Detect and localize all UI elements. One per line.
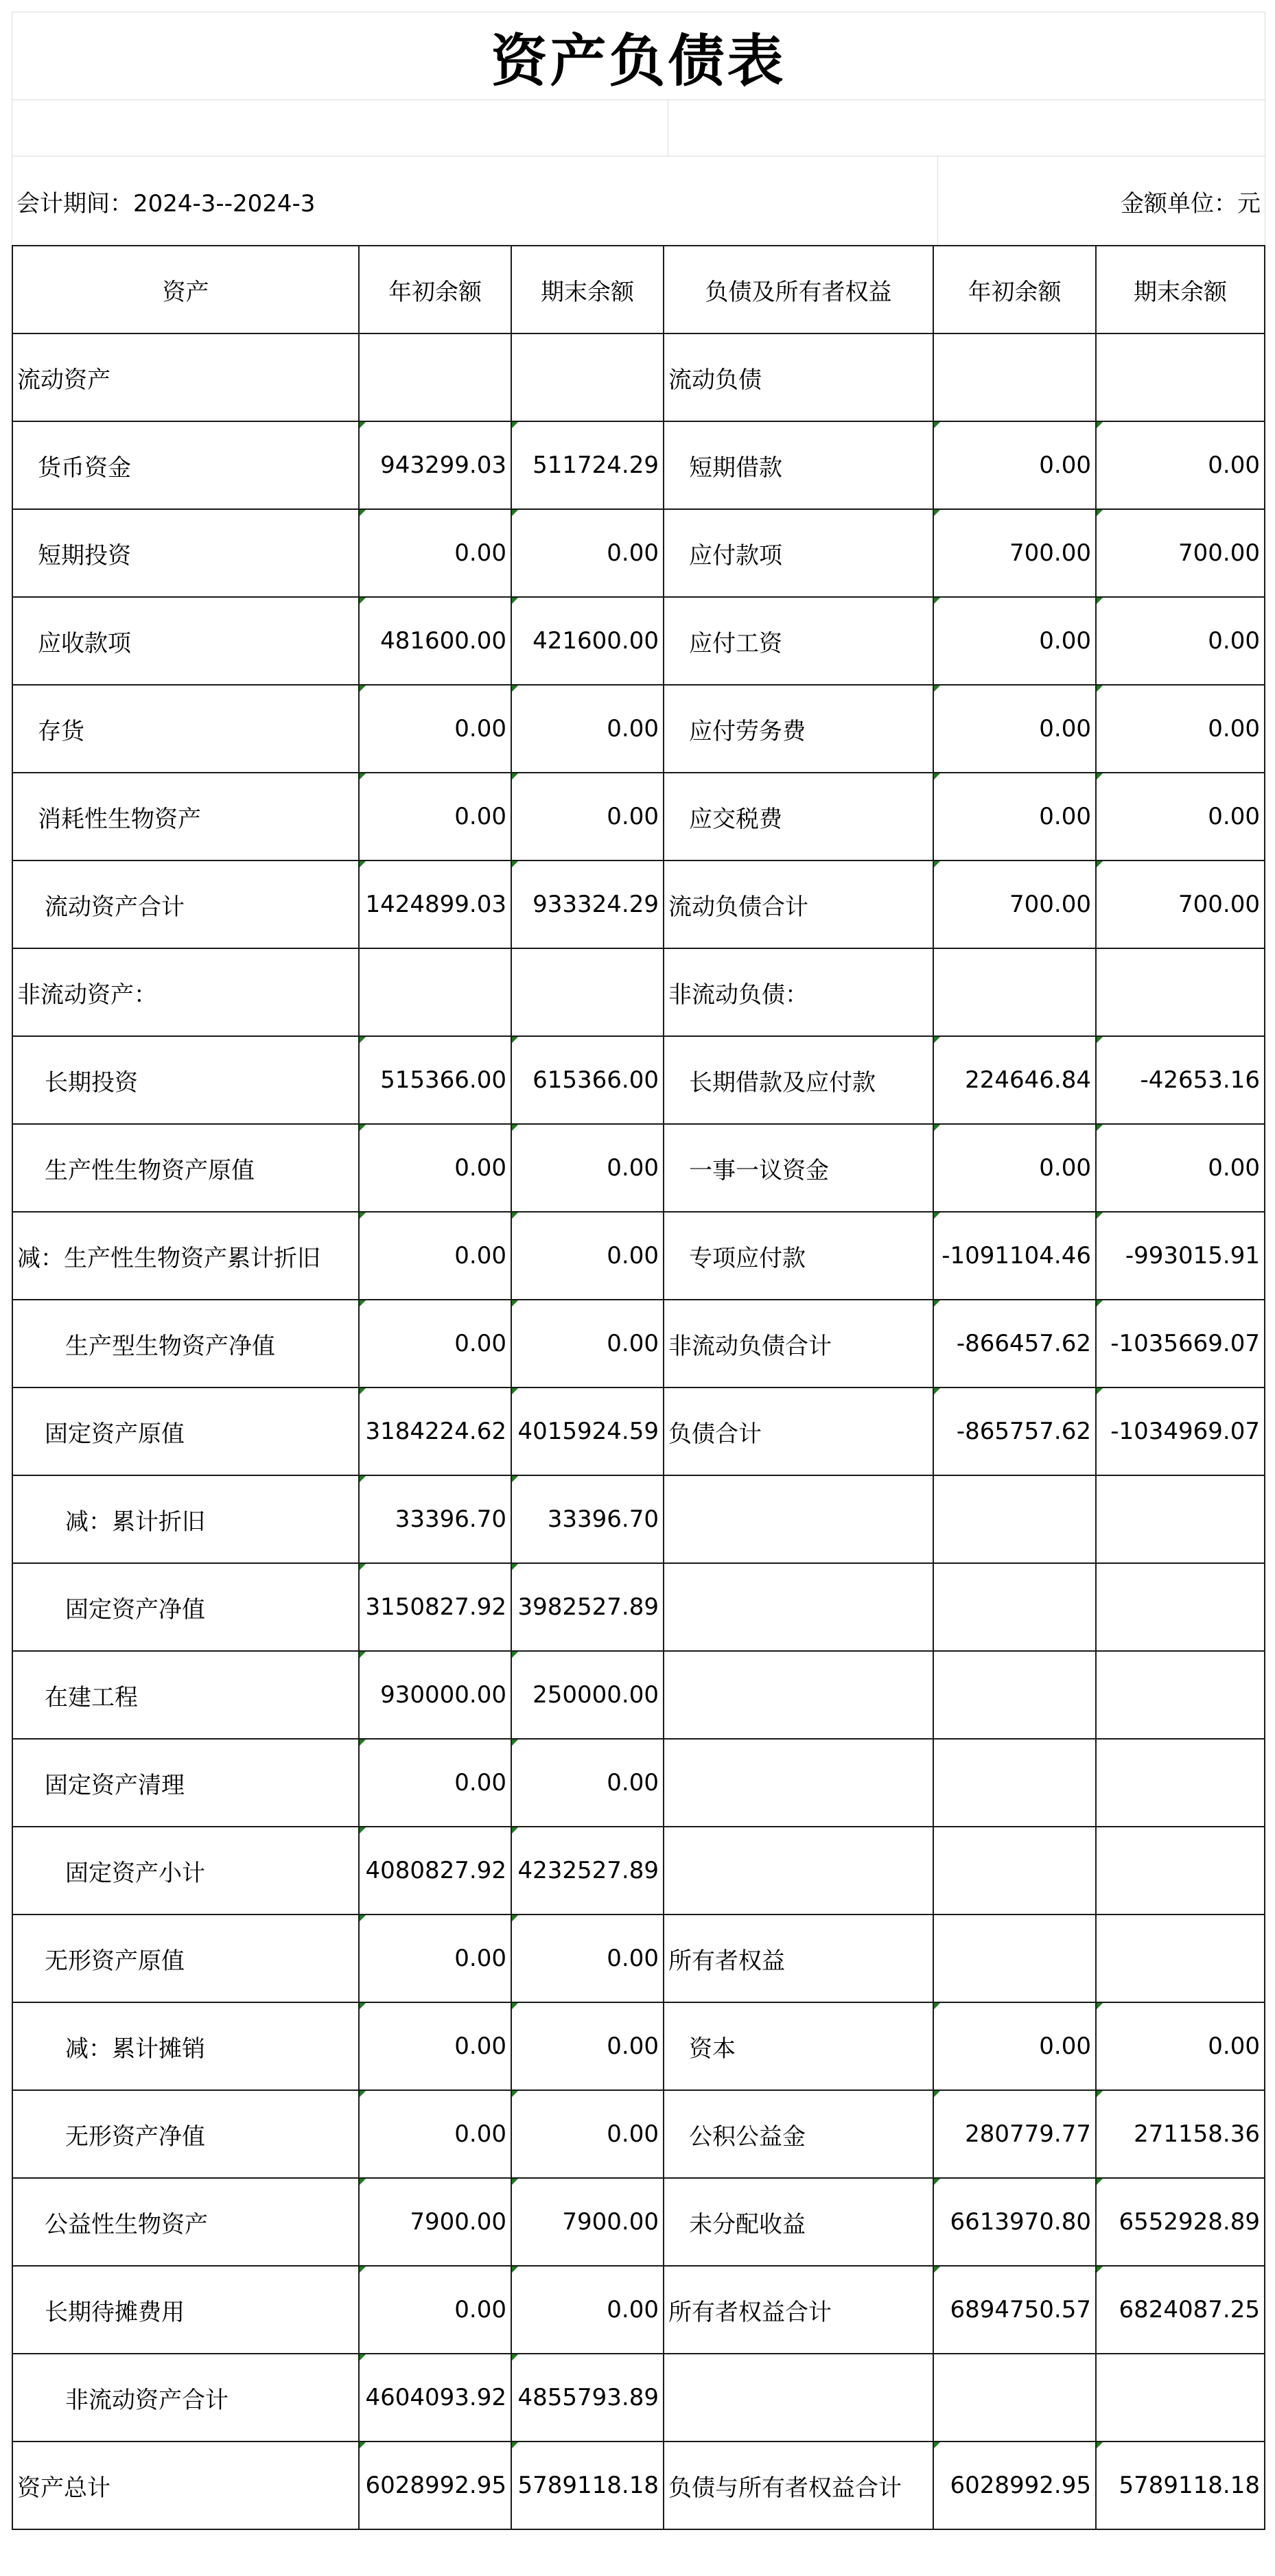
liability-end-balance [1096, 1475, 1265, 1563]
liability-begin-balance: -865757.62 [933, 1387, 1096, 1475]
table-row [12, 2178, 1265, 2266]
header-assets-end: 期末余额 [511, 246, 664, 333]
table-row [12, 2090, 1265, 2178]
liability-end-balance [1096, 1827, 1265, 1915]
liability-label: 资本 [664, 2002, 933, 2090]
liability-begin-balance [933, 948, 1096, 1036]
asset-end-balance: 0.00 [511, 1124, 664, 1212]
header-assets-begin: 年初余额 [359, 246, 511, 333]
liability-end-balance [1096, 1915, 1265, 2002]
liability-label: 短期借款 [664, 421, 933, 509]
liability-begin-balance: 224646.84 [933, 1036, 1096, 1124]
liability-label: 一事一议资金 [664, 1124, 933, 1212]
asset-end-balance: 33396.70 [511, 1475, 664, 1563]
liability-begin-balance [933, 1827, 1096, 1915]
liability-label [664, 1739, 933, 1827]
liability-end-balance: 271158.36 [1096, 2090, 1265, 2178]
header-assets: 资产 [12, 246, 359, 333]
liability-begin-balance: 6613970.80 [933, 2178, 1096, 2266]
table-row [12, 1651, 1265, 1739]
table-row [12, 685, 1265, 773]
liability-begin-balance [933, 1739, 1096, 1827]
asset-label: 货币资金 [12, 421, 359, 509]
liability-label: 专项应付款 [664, 1212, 933, 1300]
asset-end-balance: 4232527.89 [511, 1827, 664, 1915]
liability-label [664, 1651, 933, 1739]
asset-label: 固定资产小计 [12, 1827, 359, 1915]
asset-begin-balance: 0.00 [359, 2090, 511, 2178]
asset-label: 资产总计 [12, 2442, 359, 2529]
asset-label: 非流动资产： [12, 948, 359, 1036]
asset-begin-balance: 3184224.62 [359, 1387, 511, 1475]
asset-begin-balance: 481600.00 [359, 597, 511, 685]
header-liabilities: 负债及所有者权益 [664, 246, 933, 333]
asset-label: 减：生产性生物资产累计折旧 [12, 1212, 359, 1300]
asset-begin-balance: 3150827.92 [359, 1563, 511, 1651]
liability-begin-balance: -1091104.46 [933, 1212, 1096, 1300]
asset-begin-balance: 7900.00 [359, 2178, 511, 2266]
liability-begin-balance: 280779.77 [933, 2090, 1096, 2178]
table-row [12, 333, 1265, 421]
liability-end-balance: 6552928.89 [1096, 2178, 1265, 2266]
balance-table [12, 245, 1265, 2530]
liability-label: 负债合计 [664, 1387, 933, 1475]
meta-row [12, 156, 1265, 246]
table-row [12, 773, 1265, 860]
liability-label [664, 1475, 933, 1563]
table-row [12, 2442, 1265, 2529]
accounting-period: 会计期间：2024-3--2024-3 [16, 189, 316, 218]
asset-begin-balance: 0.00 [359, 1124, 511, 1212]
asset-begin-balance: 0.00 [359, 2002, 511, 2090]
table-row [12, 2002, 1265, 2090]
asset-end-balance: 5789118.18 [511, 2442, 664, 2529]
asset-end-balance: 0.00 [511, 1212, 664, 1300]
liability-label: 流动负债合计 [664, 860, 933, 948]
liability-end-balance: 700.00 [1096, 860, 1265, 948]
asset-label: 存货 [12, 685, 359, 773]
asset-label: 流动资产 [12, 333, 359, 421]
liability-label: 应付款项 [664, 509, 933, 597]
liability-end-balance: 6824087.25 [1096, 2266, 1265, 2354]
liability-begin-balance [933, 1915, 1096, 2002]
liability-end-balance: 0.00 [1096, 421, 1265, 509]
amount-unit: 金额单位：元 [1121, 189, 1261, 218]
liability-label: 所有者权益 [664, 1915, 933, 2002]
liability-begin-balance: 6894750.57 [933, 2266, 1096, 2354]
asset-end-balance: 933324.29 [511, 860, 664, 948]
table-row [12, 1300, 1265, 1387]
liability-begin-balance [933, 333, 1096, 421]
asset-label: 流动资产合计 [12, 860, 359, 948]
liability-end-balance: -42653.16 [1096, 1036, 1265, 1124]
asset-end-balance: 421600.00 [511, 597, 664, 685]
asset-label: 减：累计摊销 [12, 2002, 359, 2090]
blank-row [12, 99, 1265, 156]
asset-label: 消耗性生物资产 [12, 773, 359, 860]
asset-end-balance: 0.00 [511, 2090, 664, 2178]
asset-label: 应收款项 [12, 597, 359, 685]
liability-label [664, 2354, 933, 2442]
asset-begin-balance: 0.00 [359, 1212, 511, 1300]
asset-label: 减：累计折旧 [12, 1475, 359, 1563]
asset-label: 固定资产净值 [12, 1563, 359, 1651]
asset-begin-balance: 0.00 [359, 1915, 511, 2002]
table-row [12, 1475, 1265, 1563]
asset-begin-balance: 943299.03 [359, 421, 511, 509]
asset-end-balance: 250000.00 [511, 1651, 664, 1739]
table-row [12, 2354, 1265, 2442]
asset-begin-balance: 930000.00 [359, 1651, 511, 1739]
asset-begin-balance: 515366.00 [359, 1036, 511, 1124]
liability-end-balance: 0.00 [1096, 773, 1265, 860]
asset-label: 固定资产原值 [12, 1387, 359, 1475]
asset-end-balance: 0.00 [511, 509, 664, 597]
asset-end-balance: 0.00 [511, 773, 664, 860]
asset-label: 短期投资 [12, 509, 359, 597]
liability-end-balance: 0.00 [1096, 685, 1265, 773]
table-row [12, 1915, 1265, 2002]
asset-begin-balance: 0.00 [359, 2266, 511, 2354]
liability-begin-balance: 0.00 [933, 1124, 1096, 1212]
liability-begin-balance: 0.00 [933, 421, 1096, 509]
asset-end-balance: 0.00 [511, 2002, 664, 2090]
liability-end-balance: 700.00 [1096, 509, 1265, 597]
asset-begin-balance [359, 333, 511, 421]
asset-begin-balance: 0.00 [359, 1300, 511, 1387]
liability-end-balance [1096, 1739, 1265, 1827]
asset-end-balance: 0.00 [511, 685, 664, 773]
table-row [12, 1124, 1265, 1212]
liability-label: 未分配收益 [664, 2178, 933, 2266]
asset-begin-balance: 33396.70 [359, 1475, 511, 1563]
liability-end-balance: -993015.91 [1096, 1212, 1265, 1300]
asset-end-balance [511, 948, 664, 1036]
liability-begin-balance [933, 1563, 1096, 1651]
table-row [12, 1036, 1265, 1124]
table-row [12, 1739, 1265, 1827]
asset-begin-balance: 4080827.92 [359, 1827, 511, 1915]
table-row [12, 860, 1265, 948]
asset-end-balance: 3982527.89 [511, 1563, 664, 1651]
asset-label: 长期待摊费用 [12, 2266, 359, 2354]
liability-label: 长期借款及应付款 [664, 1036, 933, 1124]
asset-begin-balance: 1424899.03 [359, 860, 511, 948]
liability-end-balance: -1034969.07 [1096, 1387, 1265, 1475]
liability-begin-balance: -866457.62 [933, 1300, 1096, 1387]
asset-end-balance: 4855793.89 [511, 2354, 664, 2442]
liability-begin-balance: 0.00 [933, 685, 1096, 773]
table-row [12, 509, 1265, 597]
table-row [12, 1827, 1265, 1915]
table-row [12, 2266, 1265, 2354]
table-row [12, 1563, 1265, 1651]
asset-end-balance: 7900.00 [511, 2178, 664, 2266]
table-row [12, 1387, 1265, 1475]
liability-label: 非流动负债合计 [664, 1300, 933, 1387]
liability-end-balance: 5789118.18 [1096, 2442, 1265, 2529]
asset-end-balance: 0.00 [511, 1300, 664, 1387]
liability-label: 所有者权益合计 [664, 2266, 933, 2354]
asset-end-balance: 0.00 [511, 2266, 664, 2354]
liability-label [664, 1827, 933, 1915]
asset-label: 生产性生物资产原值 [12, 1124, 359, 1212]
liability-label: 负债与所有者权益合计 [664, 2442, 933, 2529]
liability-begin-balance: 700.00 [933, 860, 1096, 948]
asset-end-balance [511, 333, 664, 421]
header-liabilities-end: 期末余额 [1096, 246, 1265, 333]
table-row [12, 421, 1265, 509]
liability-begin-balance [933, 1475, 1096, 1563]
liability-begin-balance: 0.00 [933, 773, 1096, 860]
asset-end-balance: 615366.00 [511, 1036, 664, 1124]
header-row [12, 246, 1265, 333]
liability-end-balance: 0.00 [1096, 1124, 1265, 1212]
asset-label: 无形资产净值 [12, 2090, 359, 2178]
liability-label: 流动负债 [664, 333, 933, 421]
meta-row-divider [937, 156, 938, 246]
asset-end-balance: 511724.29 [511, 421, 664, 509]
asset-begin-balance: 6028992.95 [359, 2442, 511, 2529]
asset-begin-balance: 0.00 [359, 509, 511, 597]
liability-end-balance [1096, 1651, 1265, 1739]
asset-label: 长期投资 [12, 1036, 359, 1124]
liability-end-balance [1096, 2354, 1265, 2442]
asset-begin-balance: 0.00 [359, 1739, 511, 1827]
asset-begin-balance [359, 948, 511, 1036]
asset-label: 在建工程 [12, 1651, 359, 1739]
asset-end-balance: 0.00 [511, 1915, 664, 2002]
liability-end-balance [1096, 948, 1265, 1036]
liability-end-balance [1096, 333, 1265, 421]
liability-end-balance: 0.00 [1096, 2002, 1265, 2090]
asset-begin-balance: 0.00 [359, 773, 511, 860]
asset-begin-balance: 4604093.92 [359, 2354, 511, 2442]
liability-label: 公积公益金 [664, 2090, 933, 2178]
table-row [12, 1212, 1265, 1300]
asset-label: 无形资产原值 [12, 1915, 359, 2002]
table-row [12, 948, 1265, 1036]
asset-begin-balance: 0.00 [359, 685, 511, 773]
liability-label [664, 1563, 933, 1651]
asset-label: 生产型生物资产净值 [12, 1300, 359, 1387]
liability-begin-balance: 6028992.95 [933, 2442, 1096, 2529]
liability-end-balance: 0.00 [1096, 597, 1265, 685]
liability-begin-balance: 700.00 [933, 509, 1096, 597]
liability-begin-balance [933, 2354, 1096, 2442]
table-row [12, 597, 1265, 685]
liability-label: 应付劳务费 [664, 685, 933, 773]
liability-begin-balance [933, 1651, 1096, 1739]
asset-label: 公益性生物资产 [12, 2178, 359, 2266]
liability-label: 应付工资 [664, 597, 933, 685]
liability-label: 非流动负债： [664, 948, 933, 1036]
liability-end-balance [1096, 1563, 1265, 1651]
asset-end-balance: 0.00 [511, 1739, 664, 1827]
liability-end-balance: -1035669.07 [1096, 1300, 1265, 1387]
liability-begin-balance: 0.00 [933, 597, 1096, 685]
asset-end-balance: 4015924.59 [511, 1387, 664, 1475]
liability-label: 应交税费 [664, 773, 933, 860]
sheet-title: 资产负债表 [12, 12, 1265, 100]
header-liabilities-begin: 年初余额 [933, 246, 1096, 333]
asset-label: 非流动资产合计 [12, 2354, 359, 2442]
asset-label: 固定资产清理 [12, 1739, 359, 1827]
liability-begin-balance: 0.00 [933, 2002, 1096, 2090]
